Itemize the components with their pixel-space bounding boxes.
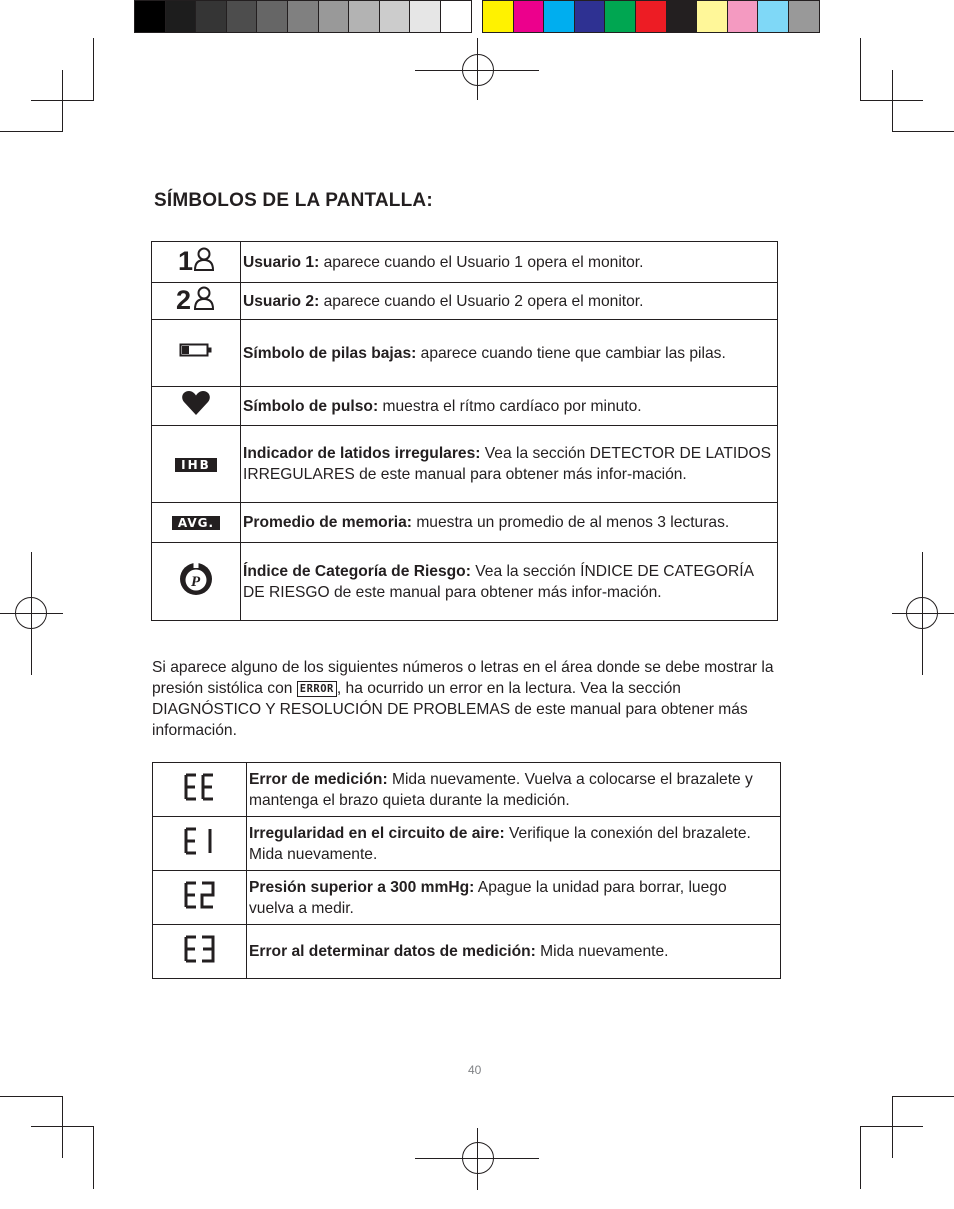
- seven-segment-code: [183, 880, 217, 910]
- registration-circle: [15, 597, 47, 629]
- error-display-icon: ERROR: [297, 681, 337, 697]
- table-row: [152, 503, 778, 543]
- color-swatch: [544, 0, 575, 33]
- color-swatch: [227, 0, 258, 33]
- error-description: Error al determinar datos de medición: Mida nuevamente.: [247, 925, 781, 979]
- crop-mark: [93, 1126, 94, 1189]
- table-row: [153, 871, 781, 925]
- error-code-e1-icon: [153, 817, 247, 871]
- ihb-icon: IHB: [175, 458, 217, 472]
- symbol-description: Índice de Categoría de Riesgo: Vea la sección ÍNDICE DE CATEGORÍA DE RIESGO de este manual para obtener más infor-mación.: [241, 543, 778, 621]
- crop-mark: [93, 38, 94, 101]
- symbol-description: Usuario 2: aparece cuando el Usuario 2 opera el monitor.: [241, 283, 778, 320]
- symbol-description: Símbolo de pulso: muestra el rítmo cardíaco por minuto.: [241, 387, 778, 426]
- color-swatch: [288, 0, 319, 33]
- error-codes-table: [152, 762, 781, 979]
- page-title: SÍMBOLOS DE LA PANTALLA:: [154, 190, 433, 211]
- risk-category-icon: [152, 543, 241, 621]
- user-1-icon: [152, 242, 241, 283]
- table-row: [152, 426, 778, 503]
- low-battery-icon: [152, 320, 241, 387]
- table-row: [153, 763, 781, 817]
- error-description: Error de medición: Mida nuevamente. Vuelva a colocarse el brazalete y mantenga el brazo quieta durante la medición.: [247, 763, 781, 817]
- crop-mark: [892, 1096, 893, 1158]
- crop-mark: [62, 70, 63, 132]
- color-swatch: [134, 0, 166, 33]
- table-row: [153, 817, 781, 871]
- registration-circle: [462, 1142, 494, 1174]
- crop-mark: [892, 1096, 954, 1097]
- crop-mark: [62, 1096, 63, 1158]
- crop-mark: [892, 70, 893, 132]
- seven-segment-code: [183, 826, 217, 856]
- error-code-e3-icon: [153, 925, 247, 979]
- avg-icon: AVG.: [172, 516, 220, 530]
- symbol-description: Símbolo de pilas bajas: aparece cuando tiene que cambiar las pilas.: [241, 320, 778, 387]
- gray-color-bar: [134, 0, 472, 33]
- table-row: [152, 387, 778, 426]
- symbol-description: Usuario 1: aparece cuando el Usuario 1 opera el monitor.: [241, 242, 778, 283]
- table-row: [152, 320, 778, 387]
- color-swatch: [482, 0, 514, 33]
- color-swatch: [514, 0, 545, 33]
- crop-mark: [0, 131, 63, 132]
- process-color-bar: [482, 0, 820, 33]
- svg-text:P: P: [191, 573, 201, 590]
- color-swatch: [380, 0, 411, 33]
- table-row: [152, 543, 778, 621]
- table-row: [152, 242, 778, 283]
- svg-text:2: 2: [176, 285, 192, 312]
- symbols-table: [151, 241, 778, 621]
- color-swatch: [728, 0, 759, 33]
- color-swatch: [636, 0, 667, 33]
- table-row: [152, 283, 778, 320]
- crop-mark: [892, 131, 954, 132]
- error-code-ee-icon: [153, 763, 247, 817]
- crop-mark: [860, 38, 861, 101]
- color-swatch: [166, 0, 197, 33]
- page-number: 40: [468, 1063, 482, 1077]
- error-intro-paragraph: Si aparece alguno de los siguientes números o letras en el área donde se debe mostrar la presión sistólica con ERROR , ha ocurrido un error en la lectura. Vea la sección DIAGNÓSTICO Y RESOLUCIÓN DE PROBLEMAS de este manual para obtener más información.: [152, 659, 774, 739]
- color-swatch: [667, 0, 698, 33]
- error-description: Presión superior a 300 mmHg: Apague la unidad para borrar, luego vuelva a medir.: [247, 871, 781, 925]
- error-code-e2-icon: [153, 871, 247, 925]
- color-swatch: [410, 0, 441, 33]
- color-swatch: [575, 0, 606, 33]
- seven-segment-code: [183, 772, 217, 802]
- color-swatch: [697, 0, 728, 33]
- crop-mark: [0, 1096, 63, 1097]
- color-swatch: [196, 0, 227, 33]
- color-swatch: [758, 0, 789, 33]
- registration-circle: [906, 597, 938, 629]
- color-swatch: [349, 0, 380, 33]
- color-swatch: [257, 0, 288, 33]
- user-2-icon: [152, 283, 241, 320]
- seven-segment-code: [183, 934, 217, 964]
- color-swatch: [789, 0, 820, 33]
- symbol-description: Indicador de latidos irregulares: Vea la sección DETECTOR DE LATIDOS IRREGULARES de este manual para obtener más infor-mación.: [241, 426, 778, 503]
- error-description: Irregularidad en el circuito de aire: Verifique la conexión del brazalete. Mida nuevamente.: [247, 817, 781, 871]
- table-row: [153, 925, 781, 979]
- registration-circle: [462, 54, 494, 86]
- svg-text:1: 1: [178, 246, 194, 273]
- heart-icon: [152, 387, 241, 426]
- crop-mark: [860, 1126, 861, 1189]
- color-swatch: [441, 0, 472, 33]
- color-swatch: [605, 0, 636, 33]
- symbol-description: Promedio de memoria: muestra un promedio de al menos 3 lecturas.: [241, 503, 778, 543]
- color-swatch: [319, 0, 350, 33]
